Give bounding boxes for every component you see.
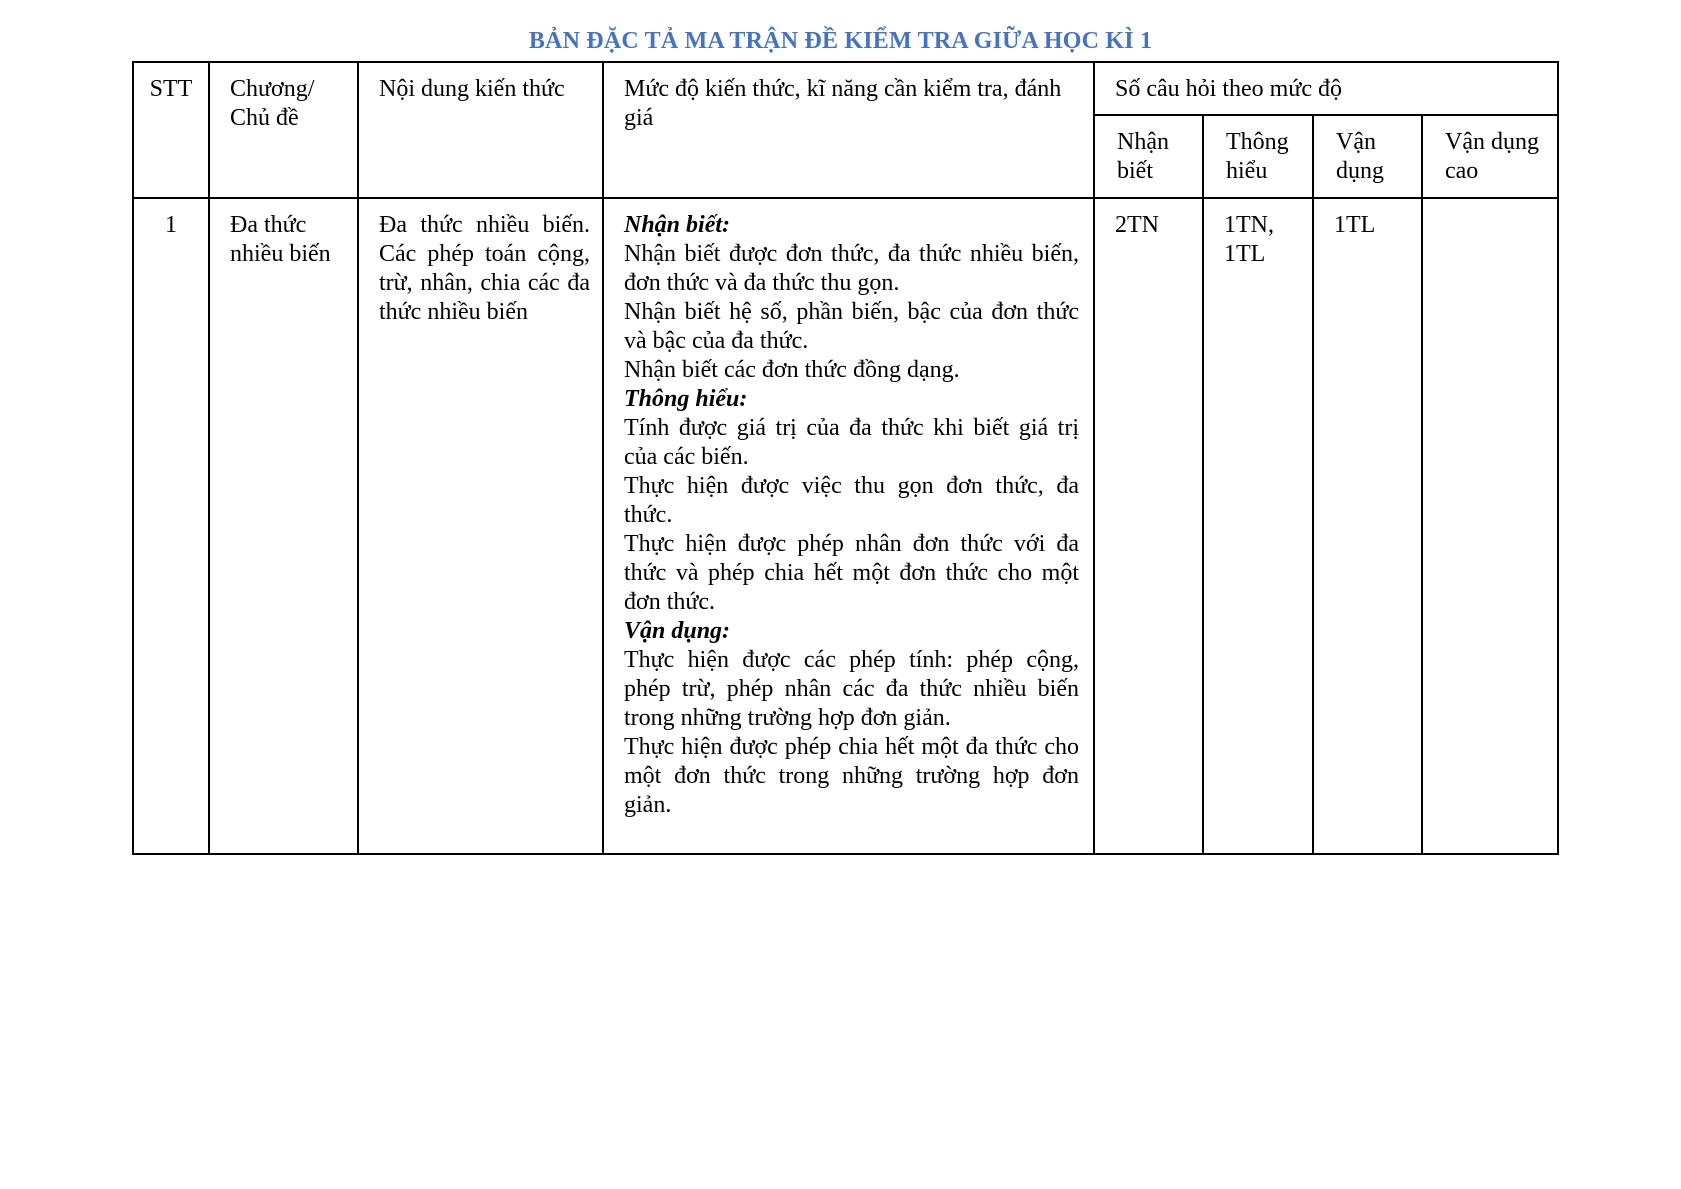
header-chapter xyxy=(209,62,358,198)
row-count-apply-high xyxy=(1422,198,1558,854)
specification-matrix-table xyxy=(132,61,1559,855)
header-level-recognize xyxy=(1094,115,1203,198)
row-content xyxy=(358,198,603,854)
criteria-understand-item: Thực hiện được việc thu gọn đơn thức, đa thức. xyxy=(624,473,1079,528)
row-count-apply xyxy=(1313,198,1422,854)
header-level-apply xyxy=(1313,115,1422,198)
row-chapter xyxy=(209,198,358,854)
criteria-recognize-item: Nhận biết các đơn thức đồng dạng. xyxy=(624,357,960,383)
row-count-recognize-text: 2TN xyxy=(1115,212,1159,238)
criteria-apply-label: Vận dụng: xyxy=(624,618,731,644)
row-count-recognize xyxy=(1094,198,1203,854)
header-level xyxy=(603,62,1094,198)
header-level-understand xyxy=(1203,115,1313,198)
header-question-count xyxy=(1094,62,1558,115)
header-stt: STT xyxy=(133,62,209,198)
criteria-understand-label: Thông hiểu: xyxy=(624,386,748,412)
header-row xyxy=(133,62,1558,115)
criteria-apply-item: Thực hiện được các phép tính: phép cộng, phép trừ, phép nhân các đa thức nhiều biến trong những trường hợp đơn giản. xyxy=(624,647,1079,731)
header-level-apply-high-label: Vận dụng cao xyxy=(1445,129,1539,184)
row-chapter-text: Đa thức nhiều biến xyxy=(230,212,331,267)
header-level-apply-high xyxy=(1422,115,1558,198)
criteria-understand-item: Thực hiện được phép nhân đơn thức với đa thức và phép chia hết một đơn thức cho một đơn thức. xyxy=(624,531,1079,615)
criteria-recognize-item: Nhận biết được đơn thức, đa thức nhiều biến, đơn thức và đa thức thu gọn. xyxy=(624,241,1079,296)
row-stt: 1 xyxy=(133,198,209,854)
header-level-label: Mức độ kiến thức, kĩ năng cần kiểm tra, đánh giá xyxy=(624,76,1062,131)
header-chapter-label: Chương/ Chủ đề xyxy=(230,76,315,131)
criteria-understand-item: Tính được giá trị của đa thức khi biết giá trị của các biến. xyxy=(624,415,1079,470)
header-content xyxy=(358,62,603,198)
row-count-apply-text: 1TL xyxy=(1334,212,1376,238)
header-content-label: Nội dung kiến thức xyxy=(379,76,565,102)
criteria-block xyxy=(604,199,1093,844)
header-question-count-label: Số câu hỏi theo mức độ xyxy=(1115,76,1342,102)
criteria-apply-item: Thực hiện được phép chia hết một đa thức cho một đơn thức trong những trường hợp đơn giản. xyxy=(624,734,1079,818)
header-level-understand-label: Thông hiểu xyxy=(1226,129,1289,184)
header-level-recognize-label: Nhận biết xyxy=(1117,129,1169,184)
row-count-apply-high-text xyxy=(1423,199,1557,219)
table-row xyxy=(133,198,1558,854)
criteria-recognize-label: Nhận biết: xyxy=(624,212,731,238)
criteria-recognize-item: Nhận biết hệ số, phần biến, bậc của đơn thức và bậc của đa thức. xyxy=(624,299,1079,354)
document-title: BẢN ĐẶC TẢ MA TRẬN ĐỀ KIỂM TRA GIỮA HỌC KÌ 1 xyxy=(528,28,1153,54)
row-criteria xyxy=(603,198,1094,854)
row-count-understand-text: 1TN, 1TL xyxy=(1224,212,1274,267)
row-content-text: Đa thức nhiều biến. Các phép toán cộng, trừ, nhân, chia các đa thức nhiều biến xyxy=(379,212,590,325)
header-level-apply-label: Vận dụng xyxy=(1336,129,1384,184)
row-count-understand xyxy=(1203,198,1313,854)
